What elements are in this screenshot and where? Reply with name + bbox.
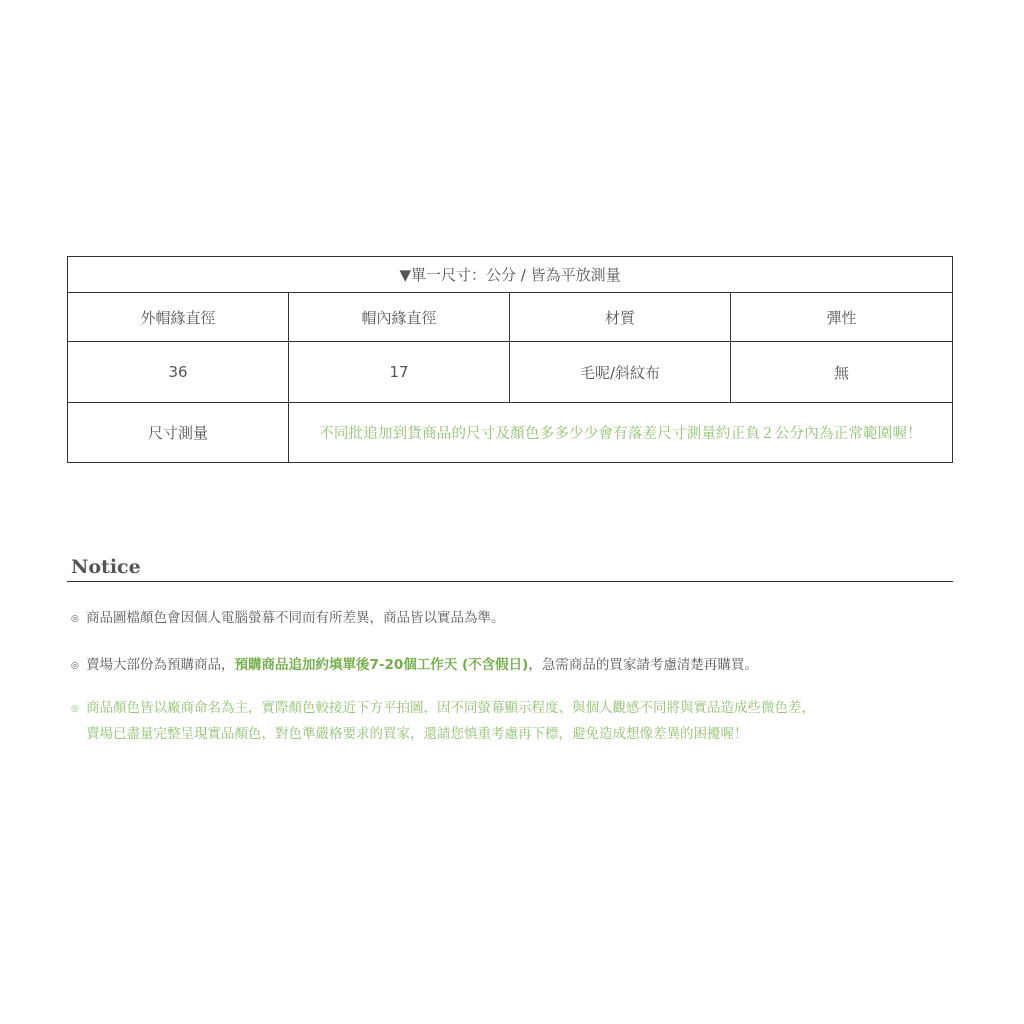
value-inner-brim-diameter: 17 (289, 342, 510, 403)
notice-divider (67, 581, 953, 582)
notice-item-text-line2: 賣場已盡量完整呈現實品顏色，對色準嚴格要求的買家，還請您慎重考慮再下標，避免造成想像差異的困擾喔！ (86, 726, 748, 742)
bullet-icon: ◎ (71, 704, 79, 714)
measure-label: 尺寸測量 (68, 403, 289, 463)
notice-item-text-post: ，急需商品的買家請考慮清楚再購買。 (528, 657, 758, 673)
header-material: 材質 (510, 293, 731, 342)
notice-item-highlight: 預購商品追加約填單後7-20個工作天 (不含假日) (234, 657, 529, 673)
size-table (67, 256, 953, 463)
notice-item-text: 商品圖檔顏色會因個人電腦螢幕不同而有所差異，商品皆以實品為準。 (86, 610, 505, 626)
header-outer-brim-diameter: 外帽緣直徑 (68, 293, 289, 342)
notice-item-text-line1: 商品顏色皆以廠商命名為主，實際顏色較接近下方平拍圖，因不同螢幕顯示程度、與個人觀感不同將與實品造成些微色差， (86, 700, 815, 716)
measure-note: 不同批追加到貨商品的尺寸及顏色多多少少會有落差尺寸測量約正負２公分內為正常範圍喔！ (289, 403, 953, 463)
header-elasticity: 彈性 (731, 293, 953, 342)
value-outer-brim-diameter: 36 (68, 342, 289, 403)
notice-title: Notice (71, 556, 141, 578)
bullet-icon: ◎ (71, 614, 79, 624)
notice-item-text-pre: 賣場大部份為預購商品， (86, 657, 235, 673)
value-material: 毛呢/斜紋布 (510, 342, 731, 403)
value-elasticity: 無 (731, 342, 953, 403)
notice-item-preorder (71, 653, 758, 679)
header-inner-brim-diameter: 帽內緣直徑 (289, 293, 510, 342)
size-table-title: ▼單一尺寸：公分 / 皆為平放測量 (68, 257, 953, 293)
notice-item-color-disclaimer (71, 606, 505, 632)
notice-item-color-naming (71, 696, 815, 747)
bullet-icon: ◎ (71, 661, 79, 671)
